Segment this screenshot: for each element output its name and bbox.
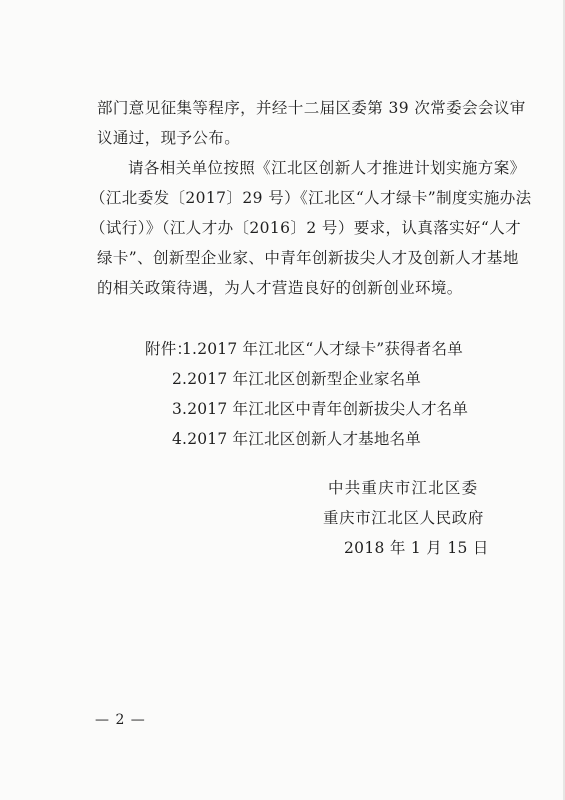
attachment-item-1: 1.2017 年江北区“人才绿卡”获得者名单 bbox=[182, 340, 463, 358]
attachment-item-3: 3.2017 年江北区中青年创新拔尖人才名单 bbox=[172, 400, 469, 418]
paragraph2-line2: （江北委发〔2017〕29 号）《江北区“人才绿卡”制度实施办法 bbox=[90, 189, 532, 207]
signature-date: 2018 年 1 月 15 日 bbox=[344, 539, 489, 557]
signature-org1: 中共重庆市江北区委 bbox=[328, 479, 479, 497]
attachments-label: 附件： bbox=[145, 340, 193, 358]
paragraph2-line1: 请各相关单位按照《江北区创新人才推进计划实施方案》 bbox=[128, 159, 526, 177]
signature-org2: 重庆市江北区人民政府 bbox=[323, 509, 485, 527]
attachment-item-4: 4.2017 年江北区创新人才基地名单 bbox=[172, 430, 421, 448]
attachment-item-2: 2.2017 年江北区创新型企业家名单 bbox=[172, 370, 421, 388]
paragraph1-line2: 议通过，现予公布。 bbox=[97, 129, 241, 147]
paragraph1-line1: 部门意见征集等程序，并经十二届区委第 39 次常委会会议审 bbox=[97, 99, 526, 117]
page-number: — 2 — bbox=[95, 712, 146, 728]
paragraph2-line4: 绿卡”、创新型企业家、中青年创新拔尖人才及创新人才基地 bbox=[97, 249, 519, 267]
paragraph2-line3: （试行）》（江人才办〔2016〕2 号）要求，认真落实好“人才 bbox=[90, 219, 522, 237]
paragraph2-line5: 的相关政策待遇，为人才营造良好的创新创业环境。 bbox=[97, 279, 463, 297]
